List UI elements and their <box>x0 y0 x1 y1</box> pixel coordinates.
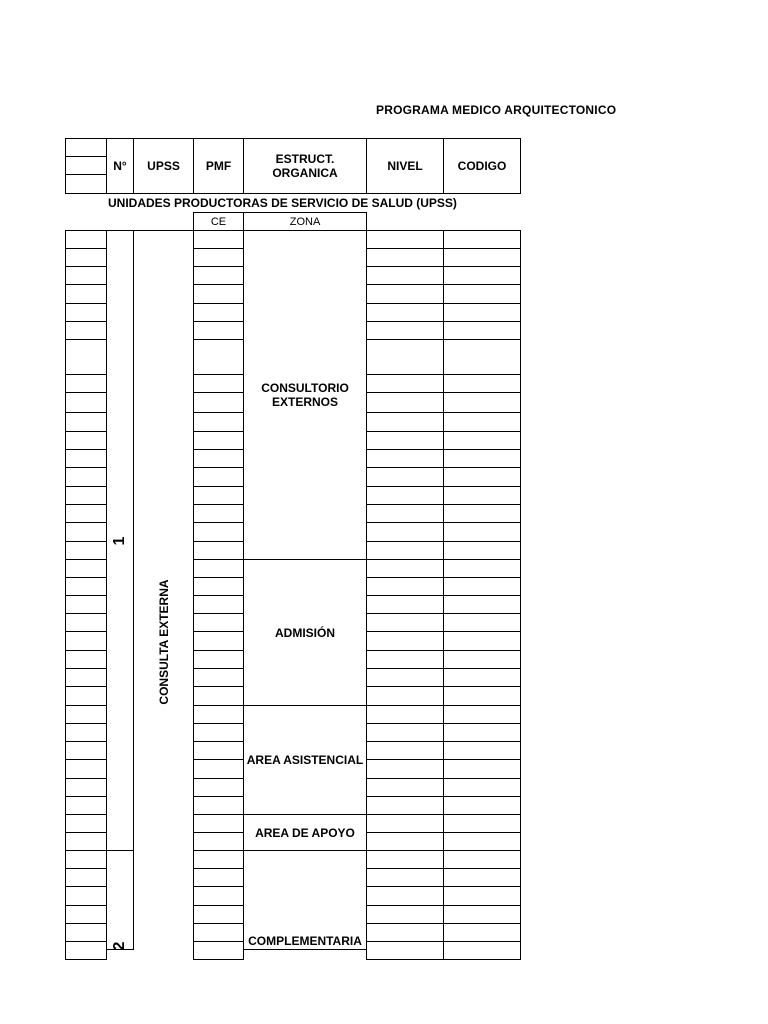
table-cell[interactable] <box>193 741 244 760</box>
table-cell[interactable] <box>443 923 521 942</box>
table-cell[interactable] <box>193 339 244 375</box>
table-cell[interactable] <box>193 559 244 578</box>
table-cell[interactable] <box>193 266 244 285</box>
upss-merged-cell[interactable] <box>133 230 194 950</box>
table-cell[interactable] <box>193 705 244 724</box>
table-cell[interactable] <box>193 392 244 413</box>
table-cell[interactable] <box>65 759 107 779</box>
table-cell[interactable] <box>65 886 107 906</box>
table-cell[interactable] <box>443 905 521 924</box>
zona-apoyo-label: AREA DE APOYO <box>255 825 355 840</box>
header-num: N° <box>106 138 134 194</box>
table-cell[interactable] <box>443 668 521 687</box>
table-cell[interactable] <box>65 595 107 614</box>
table-cell[interactable] <box>366 941 444 960</box>
zona-area-asistencial[interactable] <box>243 705 367 815</box>
table-cell[interactable] <box>65 832 107 851</box>
table-cell[interactable] <box>366 467 444 487</box>
table-cell[interactable] <box>366 321 444 340</box>
table-cell[interactable] <box>65 868 107 887</box>
table-cell[interactable] <box>193 412 244 432</box>
zona-complementaria[interactable] <box>243 850 367 950</box>
table-cell[interactable] <box>443 595 521 614</box>
table-cell[interactable] <box>443 723 521 742</box>
table-cell[interactable] <box>193 613 244 632</box>
table-cell[interactable] <box>193 941 244 960</box>
table-cell[interactable] <box>65 705 107 724</box>
table-cell[interactable] <box>443 504 521 523</box>
table-cell[interactable] <box>366 850 444 869</box>
table-cell[interactable] <box>193 723 244 742</box>
table-cell[interactable] <box>65 284 107 304</box>
table-cell[interactable] <box>65 248 107 267</box>
table-cell[interactable] <box>443 541 521 560</box>
table-cell[interactable] <box>65 650 107 669</box>
table-cell[interactable] <box>193 759 244 779</box>
table-cell[interactable] <box>443 631 521 651</box>
table-cell[interactable] <box>366 832 444 851</box>
table-cell[interactable] <box>366 339 444 375</box>
table-cell[interactable] <box>65 431 107 450</box>
zona-consultorio-label: CONSULTORIO EXTERNOS <box>261 381 349 409</box>
table-cell[interactable] <box>193 449 244 468</box>
table-cell[interactable] <box>366 374 444 393</box>
section-title: UNIDADES PRODUCTORAS DE SERVICIO DE SALUD (UPSS) <box>108 196 457 210</box>
table-cell[interactable] <box>443 832 521 851</box>
table-cell[interactable] <box>366 248 444 267</box>
table-cell[interactable] <box>65 613 107 632</box>
table-cell[interactable] <box>65 541 107 560</box>
table-cell[interactable] <box>366 504 444 523</box>
table-cell[interactable] <box>366 449 444 468</box>
table-cell[interactable] <box>443 374 521 393</box>
table-cell[interactable] <box>443 650 521 669</box>
table-cell[interactable] <box>443 941 521 960</box>
table-cell[interactable] <box>443 850 521 869</box>
table-cell[interactable] <box>65 941 107 960</box>
group-number-cell[interactable] <box>106 230 134 851</box>
table-cell[interactable] <box>65 796 107 815</box>
table-cell[interactable] <box>366 814 444 833</box>
table-cell[interactable] <box>193 321 244 340</box>
zona-consultorio-externos[interactable] <box>243 230 367 560</box>
table-cell[interactable] <box>65 449 107 468</box>
table-cell[interactable] <box>366 303 444 322</box>
subheader-ce: CE <box>193 212 244 231</box>
table-cell[interactable] <box>193 374 244 393</box>
table-cell[interactable] <box>193 486 244 505</box>
header-upss: UPSS <box>133 138 194 194</box>
table-cell[interactable] <box>193 814 244 833</box>
table-cell[interactable] <box>65 923 107 942</box>
table-cell[interactable] <box>366 522 444 542</box>
table-cell[interactable] <box>366 905 444 924</box>
zona-area-apoyo[interactable] <box>243 814 367 851</box>
table-cell[interactable] <box>366 613 444 632</box>
table-cell[interactable] <box>65 230 107 249</box>
table-cell[interactable] <box>443 266 521 285</box>
table-cell[interactable] <box>65 686 107 706</box>
table-cell[interactable] <box>65 412 107 432</box>
table-cell[interactable] <box>443 303 521 322</box>
table-cell[interactable] <box>193 467 244 487</box>
table-cell[interactable] <box>443 392 521 413</box>
header-nivel: NIVEL <box>366 138 444 194</box>
table-cell[interactable] <box>193 832 244 851</box>
table-cell[interactable] <box>443 759 521 779</box>
table-cell[interactable] <box>65 631 107 651</box>
table-cell[interactable] <box>443 886 521 906</box>
table-cell[interactable] <box>443 778 521 797</box>
table-cell[interactable] <box>193 905 244 924</box>
table-cell[interactable] <box>65 668 107 687</box>
table-cell[interactable] <box>65 467 107 487</box>
table-cell[interactable] <box>65 339 107 375</box>
table-cell[interactable] <box>193 631 244 651</box>
table-cell[interactable] <box>65 850 107 869</box>
table-cell[interactable] <box>65 522 107 542</box>
table-cell[interactable] <box>193 886 244 906</box>
table-cell[interactable] <box>65 266 107 285</box>
table-cell[interactable] <box>193 577 244 596</box>
table-cell[interactable] <box>366 723 444 742</box>
table-cell[interactable] <box>366 668 444 687</box>
table-cell[interactable] <box>366 266 444 285</box>
group-number: 1 <box>111 536 128 546</box>
table-cell[interactable] <box>366 923 444 942</box>
table-cell[interactable] <box>366 759 444 779</box>
table-cell[interactable] <box>193 595 244 614</box>
table-cell[interactable] <box>443 613 521 632</box>
table-cell[interactable] <box>366 778 444 797</box>
table-cell[interactable] <box>65 778 107 797</box>
table-cell[interactable] <box>443 339 521 375</box>
table-cell[interactable] <box>193 923 244 942</box>
table-cell[interactable] <box>366 541 444 560</box>
table-cell[interactable] <box>193 431 244 450</box>
table-cell[interactable] <box>193 650 244 669</box>
table-cell[interactable] <box>65 741 107 760</box>
table-cell[interactable] <box>193 850 244 869</box>
table-cell[interactable] <box>65 504 107 523</box>
table-cell[interactable] <box>65 321 107 340</box>
table-cell[interactable] <box>65 559 107 578</box>
table-cell[interactable] <box>366 868 444 887</box>
zona-asistencial-label: AREA ASISTENCIAL <box>246 753 364 767</box>
table-cell[interactable] <box>366 412 444 432</box>
table-cell[interactable] <box>443 412 521 432</box>
table-cell[interactable] <box>366 486 444 505</box>
group-number-2: 2 <box>111 941 128 951</box>
table-cell[interactable] <box>366 230 444 249</box>
table-cell[interactable] <box>65 905 107 924</box>
subheader-zona: ZONA <box>243 212 367 231</box>
table-cell[interactable] <box>193 868 244 887</box>
table-cell[interactable] <box>65 577 107 596</box>
table-cell[interactable] <box>193 284 244 304</box>
table-cell[interactable] <box>193 778 244 797</box>
table-cell[interactable] <box>443 741 521 760</box>
table-cell[interactable] <box>65 392 107 413</box>
table-cell[interactable] <box>366 559 444 578</box>
table-cell[interactable] <box>443 522 521 542</box>
header-pmf: PMF <box>193 138 244 194</box>
table-cell[interactable] <box>366 595 444 614</box>
table-cell[interactable] <box>193 303 244 322</box>
table-cell[interactable] <box>366 431 444 450</box>
table-cell[interactable] <box>193 248 244 267</box>
table-cell[interactable] <box>366 631 444 651</box>
table-cell[interactable] <box>65 723 107 742</box>
table-cell[interactable] <box>193 686 244 706</box>
table-cell[interactable] <box>366 577 444 596</box>
table-cell[interactable] <box>193 541 244 560</box>
table-cell[interactable] <box>443 284 521 304</box>
table-cell[interactable] <box>443 248 521 267</box>
page-title: PROGRAMA MEDICO ARQUITECTONICO <box>376 103 617 117</box>
table-cell[interactable] <box>443 467 521 487</box>
table-cell[interactable] <box>443 577 521 596</box>
table-cell[interactable] <box>193 668 244 687</box>
table-cell[interactable] <box>443 230 521 249</box>
table-cell[interactable] <box>65 814 107 833</box>
table-cell[interactable] <box>443 321 521 340</box>
table-cell[interactable] <box>193 796 244 815</box>
table-cell[interactable] <box>65 486 107 505</box>
table-cell[interactable] <box>443 431 521 450</box>
header-codigo: CODIGO <box>443 138 521 194</box>
table-cell[interactable] <box>366 650 444 669</box>
header-estruct-organica: ESTRUCT. ORGANICA <box>243 138 367 194</box>
table-cell[interactable] <box>443 705 521 724</box>
table-cell[interactable] <box>366 284 444 304</box>
table-cell[interactable] <box>193 230 244 249</box>
table-cell[interactable] <box>193 504 244 523</box>
zona-admision-label: ADMISIÓN <box>275 625 335 640</box>
table-cell[interactable] <box>443 814 521 833</box>
table-cell[interactable] <box>366 392 444 413</box>
table-cell[interactable] <box>366 796 444 815</box>
table-cell[interactable] <box>65 374 107 393</box>
table-cell[interactable] <box>443 486 521 505</box>
table-cell[interactable] <box>193 522 244 542</box>
table-cell[interactable] <box>366 741 444 760</box>
table-cell[interactable] <box>366 705 444 724</box>
table-cell[interactable] <box>366 886 444 906</box>
zona-admision[interactable] <box>243 559 367 706</box>
table-cell[interactable] <box>443 449 521 468</box>
table-cell[interactable] <box>443 559 521 578</box>
table-cell[interactable] <box>443 686 521 706</box>
table-cell[interactable] <box>366 686 444 706</box>
table-cell[interactable] <box>443 796 521 815</box>
group-number-cell-2[interactable] <box>106 850 134 950</box>
table-cell[interactable] <box>65 303 107 322</box>
zona-complementaria-label: COMPLEMENTARIA <box>248 934 362 948</box>
table-cell[interactable] <box>443 868 521 887</box>
upss-consulta-externa: CONSULTA EXTERNA <box>157 579 171 705</box>
